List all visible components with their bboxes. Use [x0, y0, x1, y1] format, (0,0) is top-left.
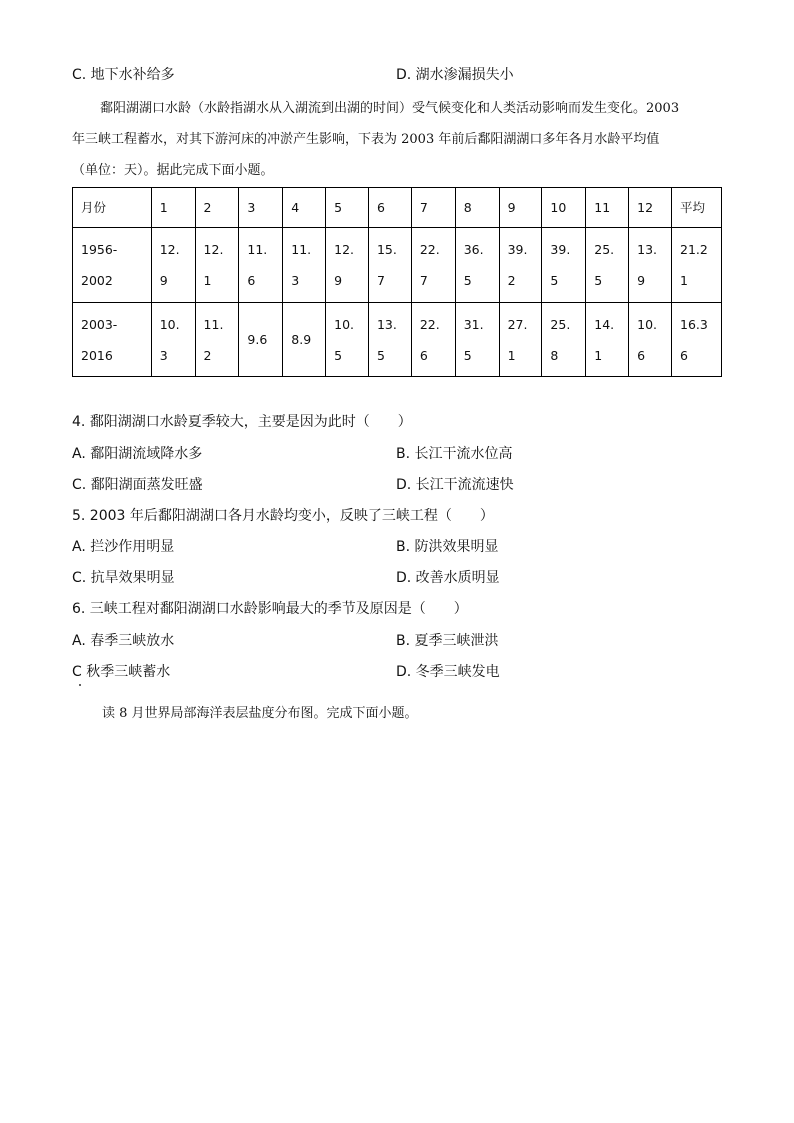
- value-cell: 12. 9: [151, 228, 195, 303]
- option-d: D. 湖水渗漏损失小: [396, 67, 514, 83]
- stray-dot: [79, 684, 81, 686]
- option-c: C. 地下水补给多: [72, 67, 175, 83]
- period-cell: 1956- 2002: [73, 228, 152, 303]
- header-cell: 5: [326, 188, 369, 228]
- option-a[interactable]: A. 鄱阳湖流域降水多: [72, 446, 203, 462]
- option-b[interactable]: B. 长江干流水位高: [396, 446, 513, 462]
- prev-question-options: [72, 63, 732, 87]
- water-age-table: [72, 187, 722, 377]
- value-cell: 15. 7: [368, 228, 411, 303]
- option-b[interactable]: B. 夏季三峡泄洪: [396, 633, 499, 649]
- period-cell: 2003- 2016: [73, 303, 152, 377]
- value-cell: 13. 9: [629, 228, 672, 303]
- intro-line-1: 鄱阳湖湖口水龄（水龄指湖水从入湖流到出湖的时间）受气候变化和人类活动影响而发生变化。2003: [100, 101, 680, 116]
- value-cell: 27. 1: [499, 303, 542, 377]
- option-c[interactable]: C. 抗旱效果明显: [72, 570, 175, 586]
- table-header-row: [73, 188, 722, 228]
- header-cell: 11: [586, 188, 629, 228]
- question-5-options-cd: [72, 566, 732, 590]
- value-cell: 8.9: [283, 303, 326, 377]
- value-cell: 36. 5: [455, 228, 499, 303]
- next-section-intro: 读 8 月世界局部海洋表层盐度分布图。完成下面小题。: [102, 706, 418, 721]
- value-cell: 39. 5: [542, 228, 586, 303]
- header-cell: 2: [195, 188, 239, 228]
- question-5-stem: 5. 2003 年后鄱阳湖湖口各月水龄均变小，反映了三峡工程（ ）: [72, 508, 494, 524]
- table-row: [73, 303, 722, 377]
- option-b[interactable]: B. 防洪效果明显: [396, 539, 499, 555]
- option-c[interactable]: C. 鄱阳湖面蒸发旺盛: [72, 477, 203, 493]
- header-cell: 平均: [672, 188, 722, 228]
- value-cell: 22. 6: [411, 303, 455, 377]
- header-cell: 月份: [73, 188, 152, 228]
- header-cell: 7: [411, 188, 455, 228]
- value-cell: 11. 6: [239, 228, 283, 303]
- value-cell: 11. 3: [283, 228, 326, 303]
- header-cell: 12: [629, 188, 672, 228]
- question-6-options-cd: [72, 660, 732, 684]
- question-5-options-ab: [72, 535, 732, 559]
- intro-line-3: （单位：天）。据此完成下面小题。: [72, 163, 274, 178]
- value-cell: 11. 2: [195, 303, 239, 377]
- option-a[interactable]: A. 春季三峡放水: [72, 633, 175, 649]
- option-d[interactable]: D. 冬季三峡发电: [396, 664, 500, 680]
- header-cell: 6: [368, 188, 411, 228]
- value-cell: 39. 2: [499, 228, 542, 303]
- value-cell: 14. 1: [586, 303, 629, 377]
- question-6-stem: 6. 三峡工程对鄱阳湖湖口水龄影响最大的季节及原因是（ ）: [72, 601, 468, 617]
- header-cell: 10: [542, 188, 586, 228]
- header-cell: 4: [283, 188, 326, 228]
- value-cell: 25. 8: [542, 303, 586, 377]
- question-4-options-cd: [72, 473, 732, 497]
- value-cell: 10. 6: [629, 303, 672, 377]
- option-d[interactable]: D. 改善水质明显: [396, 570, 500, 586]
- value-cell: 9.6: [239, 303, 283, 377]
- option-a[interactable]: A. 拦沙作用明显: [72, 539, 175, 555]
- value-cell: 31. 5: [455, 303, 499, 377]
- header-cell: 8: [455, 188, 499, 228]
- intro-paragraph: [72, 93, 722, 186]
- table-row: [73, 228, 722, 303]
- value-cell: 10. 5: [326, 303, 369, 377]
- average-cell: 16.3 6: [672, 303, 722, 377]
- question-4-stem: 4. 鄱阳湖湖口水龄夏季较大，主要是因为此时（ ）: [72, 414, 412, 430]
- question-6-options-ab: [72, 629, 732, 653]
- value-cell: 25. 5: [586, 228, 629, 303]
- value-cell: 10. 3: [151, 303, 195, 377]
- value-cell: 22. 7: [411, 228, 455, 303]
- option-c[interactable]: C 秋季三峡蓄水: [72, 664, 171, 680]
- average-cell: 21.2 1: [672, 228, 722, 303]
- header-cell: 3: [239, 188, 283, 228]
- question-4-options-ab: [72, 442, 732, 466]
- value-cell: 12. 1: [195, 228, 239, 303]
- header-cell: 9: [499, 188, 542, 228]
- header-cell: 1: [151, 188, 195, 228]
- intro-line-2: 年三峡工程蓄水，对其下游河床的冲淤产生影响，下表为 2003 年前后鄱阳湖湖口多年各月水龄平均值: [72, 132, 660, 147]
- option-d[interactable]: D. 长江干流流速快: [396, 477, 514, 493]
- value-cell: 13. 5: [368, 303, 411, 377]
- value-cell: 12. 9: [326, 228, 369, 303]
